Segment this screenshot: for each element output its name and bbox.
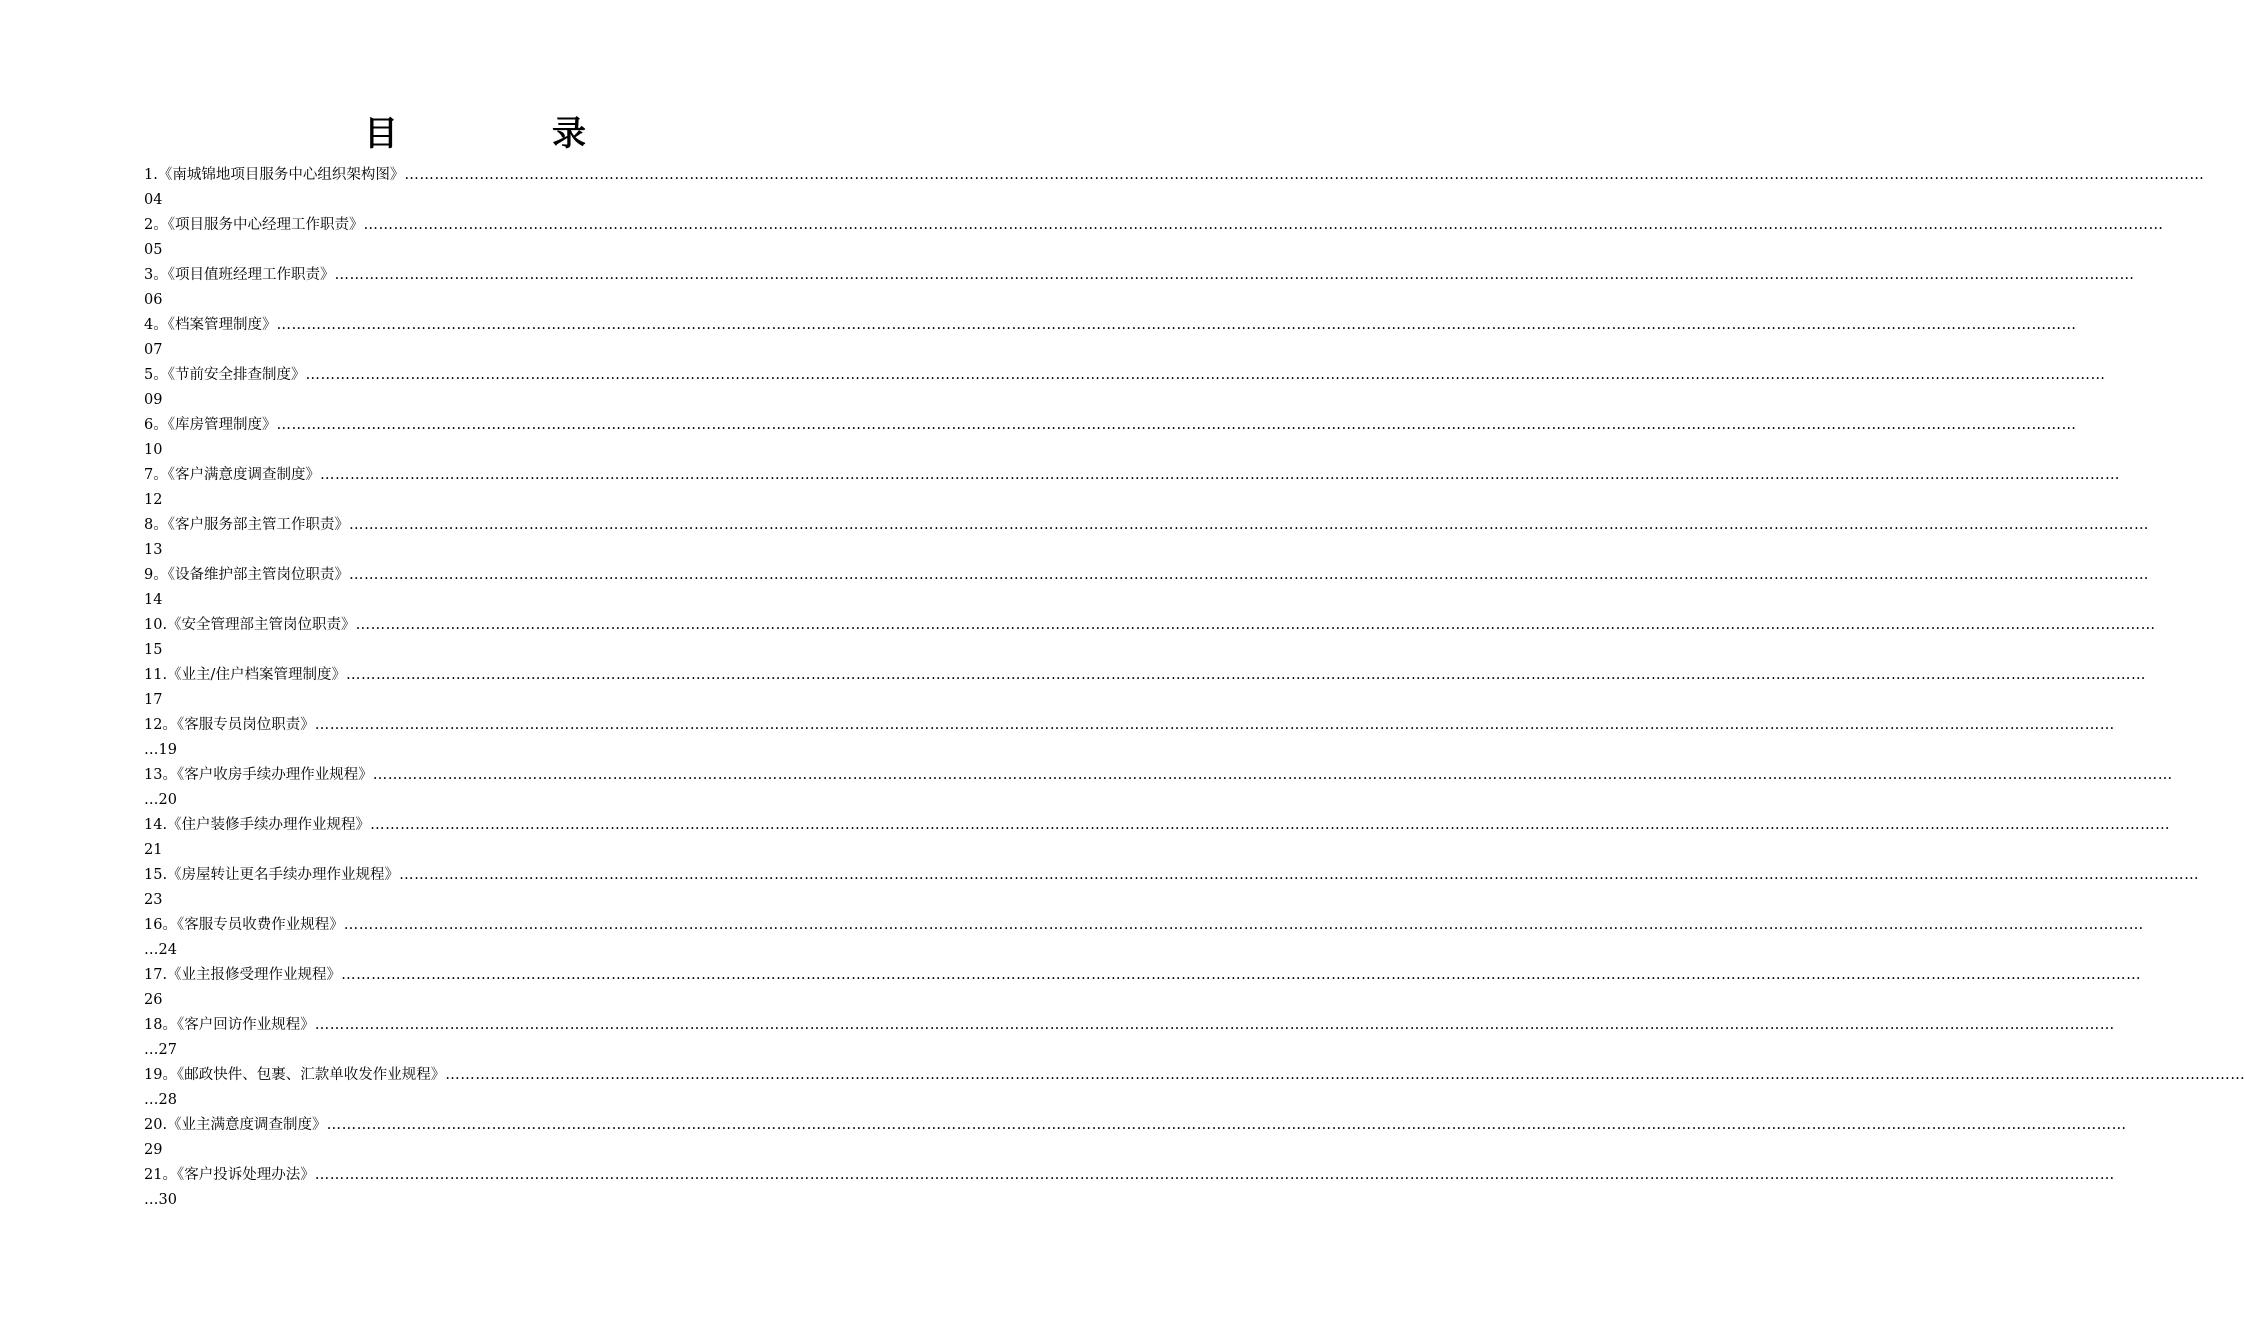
toc-entry[interactable] xyxy=(144,413,2077,463)
toc-entry[interactable] xyxy=(144,513,2149,563)
toc-entry-label: 4。《档案管理制度》 xyxy=(144,317,277,333)
toc-entry-page-number: 15 xyxy=(144,642,163,658)
toc-entry-label: 9。《设备维护部主管岗位职责》 xyxy=(144,567,349,583)
toc-entry[interactable] xyxy=(144,863,2200,913)
toc-entry-label: 14.《住户装修手续办理作业规程》 xyxy=(144,817,371,833)
toc-entry-line xyxy=(144,213,2164,238)
toc-entry-page-number: 10 xyxy=(144,442,163,458)
toc-leader-dots: ……………………………………………………………………………………………………………………………………………………………………………………………………………………………………………………………………………………………………………………………… xyxy=(276,417,2077,433)
toc-entry-page-number: 12 xyxy=(144,492,163,508)
toc-entry-page-number: …20 xyxy=(144,792,177,808)
toc-entry-line xyxy=(144,1013,2115,1038)
toc-entry-line xyxy=(144,963,2142,988)
toc-leader-dots: ……………………………………………………………………………………………………………………………………………………………………………………………………………………………………………………………………………………………………………………………… xyxy=(399,867,2200,883)
toc-entry-label: 16。《客服专员收费作业规程》 xyxy=(144,917,344,933)
toc-entry[interactable] xyxy=(144,913,2144,963)
toc-entry-line xyxy=(144,563,2149,588)
toc-leader-dots: ……………………………………………………………………………………………………………………………………………………………………………………………………………………………………………………………………………………………………………………………… xyxy=(276,317,2077,333)
toc-entry-line xyxy=(144,1163,2115,1188)
toc-entry-label: 15.《房屋转让更名手续办理作业规程》 xyxy=(144,867,400,883)
toc-entry-line xyxy=(144,863,2200,888)
toc-list xyxy=(144,163,2245,1213)
toc-leader-dots: ……………………………………………………………………………………………………………………………………………………………………………………………………………………………………………………………………………………………………………………………… xyxy=(445,1067,2245,1083)
toc-entry-line xyxy=(144,413,2077,438)
toc-entry-page-number: 23 xyxy=(144,892,163,908)
toc-entry-page-number: 04 xyxy=(144,192,163,208)
toc-entry[interactable] xyxy=(144,663,2146,713)
toc-entry-line xyxy=(144,1113,2127,1138)
toc-entry-line xyxy=(144,1063,2245,1088)
toc-entry-page-number: 26 xyxy=(144,992,163,1008)
toc-entry-page-number: 14 xyxy=(144,592,163,608)
toc-leader-dots: ……………………………………………………………………………………………………………………………………………………………………………………………………………………………………………………………………………………………………………………………… xyxy=(341,967,2142,983)
toc-leader-dots: ……………………………………………………………………………………………………………………………………………………………………………………………………………………………………………………………………………………………………………………………… xyxy=(326,1117,2127,1133)
toc-entry-label: 12。《客服专员岗位职责》 xyxy=(144,717,315,733)
toc-leader-dots: ……………………………………………………………………………………………………………………………………………………………………………………………………………………………………………………………………………………………………………………………… xyxy=(348,567,2149,583)
toc-entry-line xyxy=(144,813,2171,838)
toc-entry[interactable] xyxy=(144,763,2173,813)
toc-entry-line xyxy=(144,363,2106,388)
toc-entry[interactable] xyxy=(144,613,2156,663)
toc-entry-line xyxy=(144,163,2205,188)
toc-leader-dots: ……………………………………………………………………………………………………………………………………………………………………………………………………………………………………………………………………………………………………………………………… xyxy=(345,667,2146,683)
toc-entry[interactable] xyxy=(144,213,2164,263)
toc-entry-page-number: 09 xyxy=(144,392,163,408)
toc-entry-line xyxy=(144,913,2144,938)
toc-entry-page-number: …30 xyxy=(144,1192,177,1208)
toc-entry-page-number: 05 xyxy=(144,242,163,258)
toc-entry[interactable] xyxy=(144,1013,2115,1063)
toc-entry-line xyxy=(144,663,2146,688)
toc-entry[interactable] xyxy=(144,363,2106,413)
toc-entry[interactable] xyxy=(144,463,2120,513)
toc-entry-page-number: 06 xyxy=(144,292,163,308)
toc-entry-label: 21。《客户投诉处理办法》 xyxy=(144,1167,315,1183)
toc-entry[interactable] xyxy=(144,813,2171,863)
toc-leader-dots: ……………………………………………………………………………………………………………………………………………………………………………………………………………………………………………………………………………………………………………………………… xyxy=(305,367,2106,383)
toc-leader-dots: ……………………………………………………………………………………………………………………………………………………………………………………………………………………………………………………………………………………………………………………………… xyxy=(348,517,2149,533)
toc-entry-label: 19。《邮政快件、包裹、汇款单收发作业规程》 xyxy=(144,1067,446,1083)
toc-entry-label: 1.《南城锦地项目服务中心组织架构图》 xyxy=(144,167,405,183)
toc-leader-dots: ……………………………………………………………………………………………………………………………………………………………………………………………………………………………………………………………………………………………………………………………… xyxy=(314,717,2115,733)
toc-leader-dots: ……………………………………………………………………………………………………………………………………………………………………………………………………………………………………………………………………………………………………………………………… xyxy=(363,217,2164,233)
toc-entry-line xyxy=(144,463,2120,488)
toc-title: 目 录 xyxy=(364,114,646,154)
toc-entry-line xyxy=(144,263,2135,288)
toc-entry[interactable] xyxy=(144,163,2205,213)
toc-entry-line xyxy=(144,713,2115,738)
toc-entry[interactable] xyxy=(144,563,2149,613)
toc-entry-line xyxy=(144,513,2149,538)
toc-entry-page-number: …19 xyxy=(144,742,177,758)
toc-entry[interactable] xyxy=(144,963,2142,1013)
toc-entry-page-number: 07 xyxy=(144,342,163,358)
toc-entry-line xyxy=(144,313,2077,338)
toc-leader-dots: ……………………………………………………………………………………………………………………………………………………………………………………………………………………………………………………………………………………………………………………………… xyxy=(404,167,2205,183)
toc-leader-dots: ……………………………………………………………………………………………………………………………………………………………………………………………………………………………………………………………………………………………………………………………… xyxy=(319,467,2120,483)
toc-leader-dots: ……………………………………………………………………………………………………………………………………………………………………………………………………………………………………………………………………………………………………………………………… xyxy=(355,617,2156,633)
toc-entry-label: 8。《客户服务部主管工作职责》 xyxy=(144,517,349,533)
toc-entry[interactable] xyxy=(144,713,2115,763)
toc-entry-label: 10.《安全管理部主管岗位职责》 xyxy=(144,617,356,633)
toc-entry-page-number: 13 xyxy=(144,542,163,558)
toc-entry[interactable] xyxy=(144,263,2135,313)
toc-entry-page-number: …28 xyxy=(144,1092,177,1108)
toc-entry[interactable] xyxy=(144,1113,2127,1163)
toc-entry-page-number: 29 xyxy=(144,1142,163,1158)
toc-entry[interactable] xyxy=(144,1063,2245,1113)
toc-entry-line xyxy=(144,763,2173,788)
toc-leader-dots: ……………………………………………………………………………………………………………………………………………………………………………………………………………………………………………………………………………………………………………………………… xyxy=(314,1167,2115,1183)
toc-entry-label: 7。《客户满意度调查制度》 xyxy=(144,467,320,483)
toc-entry[interactable] xyxy=(144,313,2077,363)
toc-leader-dots: ……………………………………………………………………………………………………………………………………………………………………………………………………………………………………………………………………………………………………………………………… xyxy=(343,917,2144,933)
toc-entry[interactable] xyxy=(144,1163,2115,1213)
toc-entry-label: 11.《业主/住户档案管理制度》 xyxy=(144,667,346,683)
toc-entry-page-number: 21 xyxy=(144,842,163,858)
toc-entry-label: 18。《客户回访作业规程》 xyxy=(144,1017,315,1033)
toc-leader-dots: ……………………………………………………………………………………………………………………………………………………………………………………………………………………………………………………………………………………………………………………………… xyxy=(370,817,2171,833)
toc-entry-label: 13。《客户收房手续办理作业规程》 xyxy=(144,767,373,783)
toc-leader-dots: ……………………………………………………………………………………………………………………………………………………………………………………………………………………………………………………………………………………………………………………………… xyxy=(334,267,2135,283)
toc-entry-label: 6。《库房管理制度》 xyxy=(144,417,277,433)
toc-entry-label: 2。《项目服务中心经理工作职责》 xyxy=(144,217,364,233)
toc-leader-dots: ……………………………………………………………………………………………………………………………………………………………………………………………………………………………………………………………………………………………………………………………… xyxy=(372,767,2173,783)
toc-entry-label: 17.《业主报修受理作业规程》 xyxy=(144,967,342,983)
toc-entry-line xyxy=(144,613,2156,638)
toc-entry-label: 20.《业主满意度调查制度》 xyxy=(144,1117,327,1133)
toc-entry-label: 3。《项目值班经理工作职责》 xyxy=(144,267,335,283)
toc-entry-page-number: 17 xyxy=(144,692,163,708)
toc-entry-page-number: …24 xyxy=(144,942,177,958)
toc-entry-label: 5。《节前安全排查制度》 xyxy=(144,367,306,383)
toc-entry-page-number: …27 xyxy=(144,1042,177,1058)
toc-leader-dots: ……………………………………………………………………………………………………………………………………………………………………………………………………………………………………………………………………………………………………………………………… xyxy=(314,1017,2115,1033)
